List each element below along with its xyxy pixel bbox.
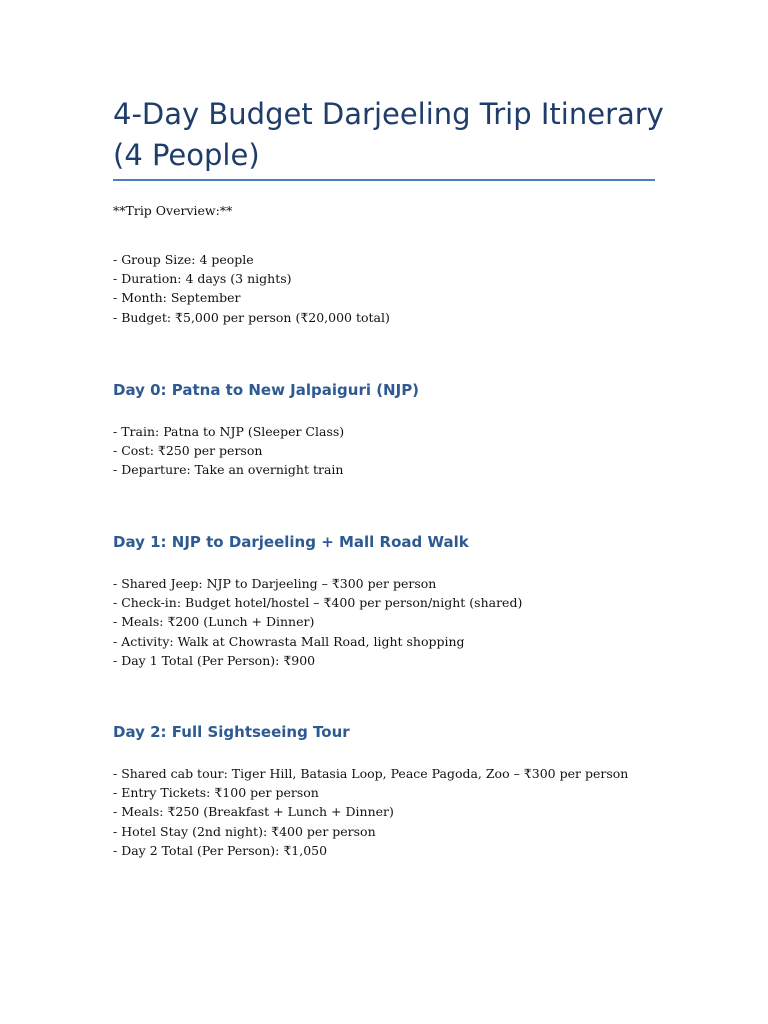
overview-list xyxy=(113,250,390,327)
list-item: - Budget: ₹5,000 per person (₹20,000 total) xyxy=(113,309,390,325)
list-item: - Month: September xyxy=(113,290,241,306)
list-item: - Meals: ₹250 (Breakfast + Lunch + Dinner) xyxy=(113,804,394,820)
day-2-heading: Day 2: Full Sightseeing Tour xyxy=(113,723,350,741)
list-item: - Shared Jeep: NJP to Darjeeling – ₹300 per person xyxy=(113,576,437,591)
list-item: - Meals: ₹200 (Lunch + Dinner) xyxy=(113,614,315,630)
list-item: - Entry Tickets: ₹100 per person xyxy=(113,785,319,801)
list-item: - Activity: Walk at Chowrasta Mall Road, light shopping xyxy=(113,633,465,649)
trip-overview-label: **Trip Overview:** xyxy=(113,203,233,218)
list-item: - Train: Patna to NJP (Sleeper Class) xyxy=(113,424,345,439)
day-2-list xyxy=(113,764,628,860)
list-item: - Duration: 4 days (3 nights) xyxy=(113,271,292,287)
day-1-heading: Day 1: NJP to Darjeeling + Mall Road Walk xyxy=(113,533,469,551)
list-item: - Group Size: 4 people xyxy=(113,252,254,267)
day-0-list xyxy=(113,422,344,480)
day-0-heading: Day 0: Patna to New Jalpaiguri (NJP) xyxy=(113,381,420,399)
list-item: - Day 1 Total (Per Person): ₹900 xyxy=(113,652,316,668)
list-item: - Cost: ₹250 per person xyxy=(113,443,263,459)
day-1-list xyxy=(113,574,522,670)
list-item: - Shared cab tour: Tiger Hill, Batasia Loop, Peace Pagoda, Zoo – ₹300 per person xyxy=(113,766,629,781)
list-item: - Check-in: Budget hotel/hostel – ₹400 per person/night (shared) xyxy=(113,595,523,611)
title-underline-rule xyxy=(113,179,655,181)
title-line-2: (4 People) xyxy=(113,138,260,172)
list-item: - Departure: Take an overnight train xyxy=(113,462,344,478)
title-line-1: 4-Day Budget Darjeeling Trip Itinerary xyxy=(113,97,664,131)
document-title xyxy=(113,94,673,176)
list-item: - Day 2 Total (Per Person): ₹1,050 xyxy=(113,842,328,858)
list-item: - Hotel Stay (2nd night): ₹400 per person xyxy=(113,823,376,839)
